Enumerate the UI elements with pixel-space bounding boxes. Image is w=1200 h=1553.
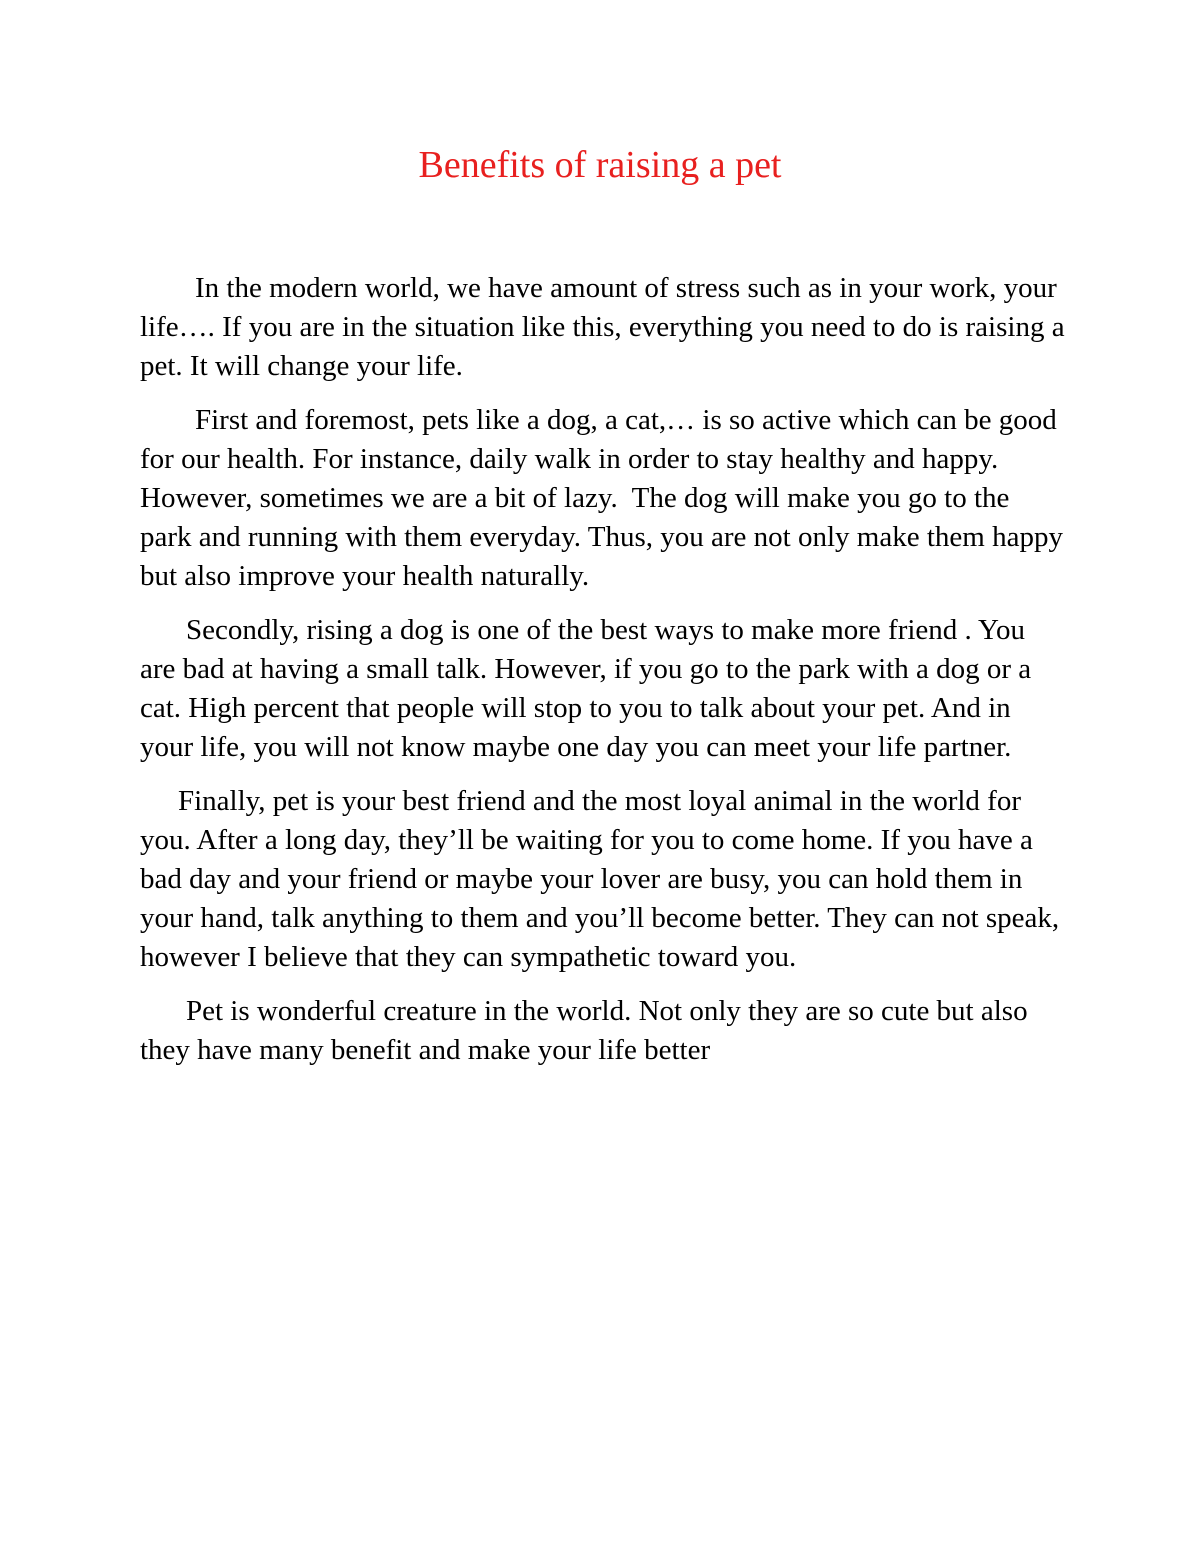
document-body: [140, 269, 1072, 1085]
paragraph-intro: In the modern world, we have amount of stress such as in your work, your life…. If you are in the situation like this, everything you need to do is raising a pet. It will change your life.: [140, 272, 1072, 382]
paragraph-first: First and foremost, pets like a dog, a cat,… is so active which can be good for our health. For instance, daily walk in order to stay healthy and happy. However, sometimes we are a bit of lazy. The dog will make you go to the park and running with them everyday. Thus, you are not only make them happy but also improve your health naturally.: [140, 404, 1071, 592]
paragraph-second: Secondly, rising a dog is one of the best ways to make more friend . You are bad at having a small talk. However, if you go to the park with a dog or a cat. High percent that people will stop to you to talk about your pet. And in your life, you will not know maybe one day you can meet your life partner.: [140, 614, 1039, 763]
document-title: Benefits of raising a pet: [418, 144, 782, 186]
paragraph-conclusion: Pet is wonderful creature in the world. Not only they are so cute but also they have many benefit and make your life better: [140, 995, 1035, 1066]
paragraph-finally: Finally, pet is your best friend and the most loyal animal in the world for you. After a long day, they’ll be waiting for you to come home. If you have a bad day and your friend or maybe your lover are busy, you can hold them in your hand, talk anything to them and you’ll become better. They can not speak, however I believe that they can sympathetic toward you.: [140, 785, 1067, 973]
